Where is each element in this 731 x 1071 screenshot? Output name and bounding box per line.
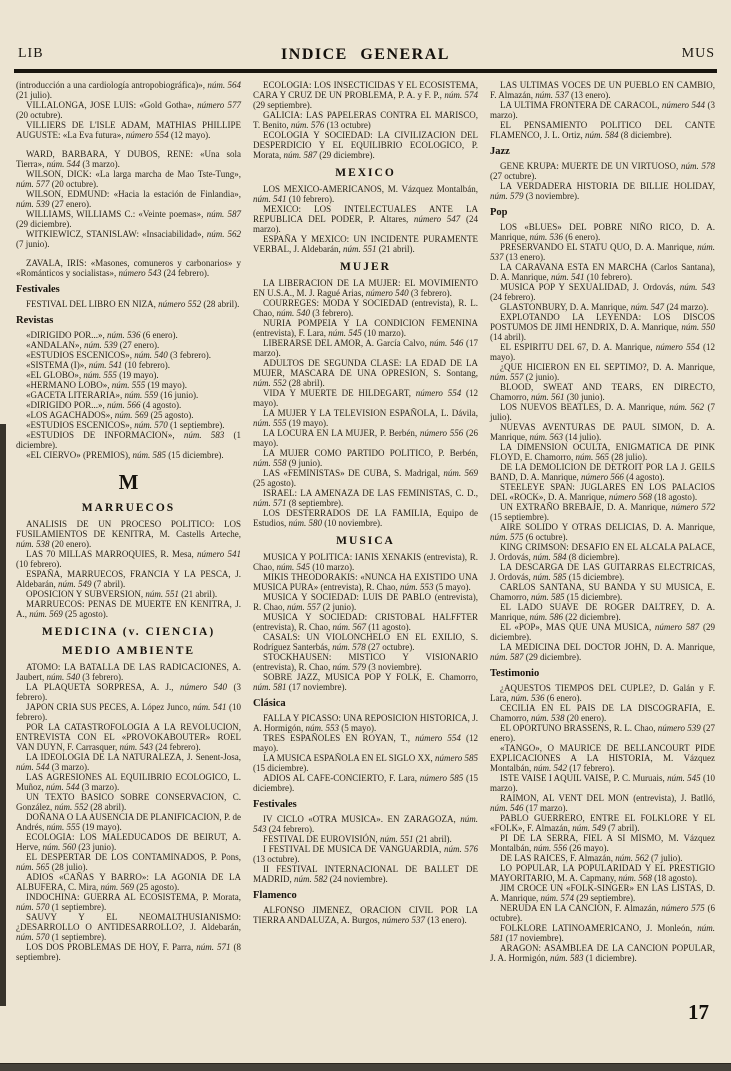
index-entry: RAIMON, AL VENT DEL MON (entrevista), J. Batlló, núm. 546 (17 marzo). bbox=[490, 793, 715, 813]
index-entry: GLASTONBURY, D. A. Manrique, núm. 547 (24 marzo). bbox=[500, 302, 709, 312]
index-entry: ¿QUE HICIERON EN EL SEPTIMO?, D. A. Manrique, núm. 557 (2 junio). bbox=[490, 362, 715, 382]
index-entry: MUSICA POP Y SEXUALIDAD, J. Ordovás, núm. 543 (24 febrero). bbox=[490, 282, 716, 302]
subsection-heading: Revistas bbox=[16, 315, 54, 326]
index-entry: CASALS: UN VIOLONCHELO EN EL EXILIO, S. Rodríguez Santerbás, núm. 578 (27 octubre). bbox=[253, 632, 478, 652]
index-entry: NUEVAS AVENTURAS DE PAUL SIMON, D. A. Manrique, núm. 563 (14 julio). bbox=[490, 422, 715, 442]
section-heading: MEDIO AMBIENTE bbox=[61, 645, 196, 657]
index-entry: NERUDA EN LA CANCION, F. Almazán, número 575 (6 octubre). bbox=[490, 903, 715, 923]
index-entry: EL PENSAMIENTO POLITICO DEL CANTE FLAMENCO, J. L. Ortiz, núm. 584 (8 diciembre). bbox=[490, 120, 715, 140]
column-2 bbox=[253, 80, 478, 963]
index-entry: UN EXTRAÑO BREBAJE, D. A. Manrique, número 572 (15 septiembre). bbox=[490, 502, 715, 522]
section-heading: MUSICA bbox=[336, 535, 395, 547]
index-entry: STOCKHAUSEN: MISTICO Y VISIONARIO (entrevista), R. Chao, núm. 579 (3 noviembre). bbox=[253, 652, 478, 672]
index-entry: LOS MEXICO-AMERICANOS, M. Vázquez Montalbán, núm. 541 (10 febrero). bbox=[253, 184, 478, 204]
index-entry: CECILIA EN EL PAIS DE LA DISCOGRAFIA, E. Chamorro, núm. 538 (20 enero). bbox=[490, 703, 715, 723]
index-entry: JIM CROCE UN «FOLK-SINGER» EN LAS LISTAS, D. A. Manrique, núm. 574 (29 septiembre). bbox=[490, 883, 715, 903]
index-entry: LOS «BLUES» DEL POBRE NIÑO RICO, D. A. Manrique, núm. 536 (6 enero). bbox=[490, 222, 715, 242]
index-entry: COURREGES: MODA Y SOCIEDAD (entrevista), R. L. Chao, núm. 540 (3 febrero). bbox=[253, 298, 478, 318]
index-entry: (introducción a una cardiología antropobiográfica)», núm. 564 (21 julio). bbox=[16, 80, 241, 100]
index-entry: «ESTUDIOS ESCENICOS», núm. 570 (1 septiembre). bbox=[26, 420, 225, 430]
index-entry: DE LA DEMOLICION DE DETROIT POR LA J. GEILS BAND, D. A. Manrique, número 566 (4 agosto). bbox=[490, 462, 715, 482]
subsection-heading: Pop bbox=[490, 207, 508, 218]
index-entry: II FESTIVAL INTERNACIONAL DE BALLET DE MADRID, núm. 582 (24 noviembre). bbox=[253, 864, 478, 884]
index-entry: AIRE SOLIDO Y OTRAS DELICIAS, D. A. Manrique, núm. 575 (6 octubre). bbox=[490, 522, 715, 542]
index-entry: TRES ESPAÑOLES EN ROYAN, T., número 554 (12 mayo). bbox=[253, 733, 478, 753]
index-entry: MARRUECOS: PENAS DE MUERTE EN KENITRA, J. A., núm. 569 (25 agosto). bbox=[16, 599, 241, 619]
section-code-left: LIB bbox=[18, 46, 44, 61]
subsection-heading: Flamenco bbox=[253, 890, 297, 901]
group-spacer bbox=[16, 249, 241, 258]
index-entry: EL OPORTUNO BRASSENS, R. L. Chao, número 539 (27 enero). bbox=[490, 723, 715, 743]
index-entry: CARLOS SANTANA, SU BANDA Y SU MUSICA, E. Chamorro, núm. 585 (15 diciembre). bbox=[490, 582, 715, 602]
section-heading: MUJER bbox=[340, 261, 391, 273]
index-entry: «ANDALAN», núm. 539 (27 enero). bbox=[26, 340, 160, 350]
subsection-heading: Testimonio bbox=[490, 668, 540, 679]
index-entry: EL DESPERTAR DE LOS CONTAMINADOS, P. Pons, núm. 565 (28 julio). bbox=[16, 852, 241, 872]
index-entry: «HERMANO LOBO», núm. 555 (19 mayo). bbox=[26, 380, 188, 390]
index-entry: KING CRIMSON: DESAFIO EN EL ALCALA PALACE, J. Ordovás, núm. 584 (8 diciembre). bbox=[490, 542, 715, 562]
section-heading: MARRUECOS bbox=[81, 502, 176, 514]
index-entry: STEELEYE SPAN: JUGLARES EN LOS PALACIOS DEL «ROCK», D. A. Manrique, número 568 (18 agosto). bbox=[490, 482, 715, 502]
scan-left-edge-artifact bbox=[0, 424, 6, 1006]
index-entry: MUSICA Y SOCIEDAD: CRISTOBAL HALFFTER (entrevista), R. Chao, núm. 567 (11 agosto). bbox=[253, 612, 478, 632]
index-entry: EXPLOTANDO LA LEYENDA: LOS DISCOS POSTUMOS DE JIMI HENDRIX, D. A. Manrique, núm. 550 (14 abril). bbox=[490, 312, 715, 342]
index-entry: ESPAÑA, MARRUECOS, FRANCIA Y LA PESCA, J. Aldebarán, núm. 549 (7 abril). bbox=[16, 569, 241, 589]
index-entry: FESTIVAL DE EUROVISIÓN, núm. 551 (21 abril). bbox=[263, 834, 452, 844]
group-spacer bbox=[16, 140, 241, 149]
index-entry: LAS 70 MILLAS MARROQUIES, R. Mesa, número 541 (10 febrero). bbox=[16, 549, 241, 569]
index-entry: DOÑANA O LA AUSENCIA DE PLANIFICACION, P. de Andrés, núm. 555 (19 mayo). bbox=[16, 812, 241, 832]
index-entry: LA MEDICINA DEL DOCTOR JOHN, D. A. Manrique, núm. 587 (29 diciembre). bbox=[490, 642, 715, 662]
index-entry: LA DESCARGA DE LAS GUITARRAS ELECTRICAS, J. Ordovás, núm. 585 (15 diciembre). bbox=[490, 562, 715, 582]
index-entry: WILSON, DICK: «La larga marcha de Mao Tste-Tung», núm. 577 (20 octubre). bbox=[16, 169, 241, 189]
index-entry: VILLALONGA, JOSE LUIS: «Gold Gotha», número 577 (20 octubre). bbox=[16, 100, 241, 120]
index-entry: PRESERVANDO EL STATU QUO, D. A. Manrique, núm. 537 (13 enero). bbox=[490, 242, 715, 262]
index-entry: LAS «FEMINISTAS» DE CUBA, S. Madrigal, núm. 569 (25 agosto). bbox=[253, 468, 478, 488]
index-entry: LA LIBERACION DE LA MUJER: EL MOVIMIENTO EN U.S.A., M. J. Ragué Arias, número 540 (3 febrero). bbox=[253, 278, 478, 298]
index-entry: LAS AGRESIONES AL EQUILIBRIO ECOLOGICO, L. Muñoz, núm. 544 (3 marzo). bbox=[16, 772, 241, 792]
index-entry: LA MUSICA ESPAÑOLA EN EL SIGLO XX, número 585 (15 diciembre). bbox=[253, 753, 478, 773]
index-entry: ECOLOGIA: LOS INSECTICIDAS Y EL ECOSISTEMA, CARA Y CRUZ DE UN PROBLEMA, P. A. y F. P., núm. 574 (29 septiembre). bbox=[253, 80, 479, 110]
index-entry: LA LOCURA EN LA MUJER, P. Berbén, número 556 (26 mayo). bbox=[253, 428, 479, 448]
index-entry: «SISTEMA (I)», núm. 541 (10 febrero). bbox=[26, 360, 170, 370]
index-entry: «LOS AGACHADOS», núm. 569 (25 agosto). bbox=[26, 410, 194, 420]
index-entry: IV CICLO «OTRA MUSICA». EN ZARAGOZA, núm. 543 (24 febrero). bbox=[253, 814, 478, 834]
page-title: INDICE GENERAL bbox=[281, 46, 450, 63]
index-entry: ISTE VAISE I AQUIL VAISE, P. C. Muruais, núm. 545 (10 marzo). bbox=[490, 773, 715, 793]
index-entry: LO POPULAR, LA POPULARIDAD Y EL PRESTIGIO MAYORITARIO, M. A. Capmany, núm. 568 (18 agosto). bbox=[490, 863, 715, 883]
section-code-right: MUS bbox=[681, 46, 715, 61]
index-entry: ADIOS AL CAFE-CONCIERTO, F. Lara, número 585 (15 diciembre). bbox=[253, 773, 478, 793]
index-entry: «GACETA LITERARIA», núm. 559 (16 junio). bbox=[26, 390, 199, 400]
index-entry: ECOLOGIA: LOS MALEDUCADOS DE BEIRUT, A. Herve, núm. 560 (23 junio). bbox=[16, 832, 241, 852]
index-entry: LOS DOS PROBLEMAS DE HOY, F. Parra, núm. 571 (8 septiembre). bbox=[16, 942, 241, 962]
index-entry: FOLKLORE LATINOAMERICANO, J. Monleón, núm. 581 (17 noviembre). bbox=[490, 923, 715, 943]
subsection-heading: Festivales bbox=[16, 284, 60, 295]
index-entry: ZAVALA, IRIS: «Masones, comuneros y carbonarios» y «Románticos y socialistas», número 543 (24 febrero). bbox=[16, 258, 241, 278]
index-entry: SAUVY Y EL NEOMALTHUSIANISMO: ¿DESARROLLO O ANTIDESARROLLO?, J. Aldebarán, núm. 570 (1 septiembre). bbox=[16, 912, 241, 942]
index-entry: ANALISIS DE UN PROCESO POLITICO: LOS FUSILAMIENTOS DE KENITRA, M. Castells Arteche, núm. 538 (20 enero). bbox=[16, 519, 241, 549]
index-entry: LA ULTIMA FRONTERA DE CARACOL, número 544 (3 marzo). bbox=[490, 100, 715, 120]
index-entry: INDOCHINA: GUERRA AL ECOSISTEMA, P. Morata, núm. 570 (1 septiembre). bbox=[16, 892, 241, 912]
index-entry: ADIOS «CAÑAS Y BARRO»: LA AGONIA DE LA ALBUFERA, C. Mira, núm. 569 (25 agosto). bbox=[16, 872, 241, 892]
letter-divider: M bbox=[118, 470, 139, 494]
index-entry: MEXICO: LOS INTELECTUALES ANTE LA REPUBLICA DEL PODER, P. Altares, número 547 (24 marzo). bbox=[253, 204, 478, 234]
subsection-heading: Jazz bbox=[490, 146, 510, 157]
index-entry: «ESTUDIOS DE INFORMACION», núm. 583 (1 diciembre). bbox=[16, 430, 242, 450]
index-entry: LAS ULTIMAS VOCES DE UN PUEBLO EN CAMBIO, F. Almazán, núm. 537 (13 enero). bbox=[490, 80, 715, 100]
index-entry: ATOMO: LA BATALLA DE LAS RADICACIONES, A. Jaubert, núm. 540 (3 febrero). bbox=[16, 662, 241, 682]
index-entry: «ESTUDIOS ESCENICOS», núm. 540 (3 febrero). bbox=[26, 350, 211, 360]
index-entry: WILLIAMS, WILLIAMS C.: «Veinte poemas», núm. 587 (29 diciembre). bbox=[16, 209, 242, 229]
subsection-heading: Festivales bbox=[253, 799, 297, 810]
index-entry: ALFONSO JIMENEZ, ORACION CIVIL POR LA TIERRA ANDALUZA, A. Burgos, número 537 (13 enero). bbox=[253, 905, 478, 925]
index-entry: DE LAS RAICES, F. Almazán, núm. 562 (7 julio). bbox=[500, 853, 683, 863]
index-entry: «TANGO», O MAURICE DE BELLANCOURT PIDE EXPLICACIONES A LA HISTORIA, M. Vázquez Montalbán, núm. 542 (17 febrero). bbox=[490, 743, 715, 773]
index-entry: I FESTIVAL DE MUSICA DE VANGUARDIA, núm. 576 (13 octubre). bbox=[253, 844, 478, 864]
subsection-heading: Clásica bbox=[253, 698, 286, 709]
index-columns bbox=[0, 73, 731, 963]
index-entry: JAPON CRIA SUS PECES, A. López Junco, núm. 541 (10 febrero). bbox=[16, 702, 242, 722]
index-entry: WARD, BARBARA, Y DUBOS, RENE: «Una sola Tierra», núm. 544 (3 marzo). bbox=[16, 149, 241, 169]
index-entry: MUSICA Y SOCIEDAD: LUIS DE PABLO (entrevista), R. Chao, núm. 557 (2 junio). bbox=[253, 592, 478, 612]
index-entry: ¿AQUESTOS TIEMPOS DEL CUPLE?, D. Galán y F. Lara, núm. 536 (6 enero). bbox=[490, 683, 715, 703]
index-entry: NURIA POMPEIA Y LA CONDICION FEMENINA (entrevista), F. Lara, núm. 545 (10 marzo). bbox=[253, 318, 478, 338]
index-entry: FALLA Y PICASSO: UNA REPOSICION HISTORICA, J. A. Hormigón, núm. 553 (5 mayo). bbox=[253, 713, 478, 733]
index-entry: LA VERDADERA HISTORIA DE BILLIE HOLIDAY, núm. 579 (3 noviembre). bbox=[490, 181, 715, 201]
page-header bbox=[0, 0, 731, 64]
section-heading: MEXICO bbox=[335, 167, 396, 179]
index-entry: ECOLOGIA Y SOCIEDAD: LA CIVILIZACION DEL DESPERDICIO Y EL EQUILIBRIO ECOLOGICO, P. Morata, núm. 587 (29 diciembre). bbox=[253, 130, 478, 160]
index-entry: LA MUJER COMO PARTIDO POLITICO, P. Berbén, núm. 558 (9 junio). bbox=[253, 448, 478, 468]
index-entry: LA PLAQUETA SORPRESA, A. J., número 540 (3 febrero). bbox=[16, 682, 241, 702]
index-entry: LIBERARSE DEL AMOR, A. García Calvo, núm. 546 (17 marzo). bbox=[253, 338, 479, 358]
column-3 bbox=[490, 80, 715, 963]
index-entry: EL ESPIRITU DEL 67, D. A. Manrique, número 554 (12 mayo). bbox=[490, 342, 715, 362]
index-entry: SOBRE JAZZ, MUSICA POP Y FOLK, E. Chamorro, núm. 581 (17 noviembre). bbox=[253, 672, 478, 692]
index-entry: MIKIS THEODORAKIS: «NUNCA HA EXISTIDO UNA MUSICA PURA» (entrevista), R. Chao, núm. 553 (5 mayo). bbox=[253, 572, 478, 592]
scan-bottom-edge-artifact bbox=[0, 1063, 731, 1071]
index-entry: PABLO GUERRERO, ENTRE EL FOLKLORE Y EL «FOLK», F. Almazán, núm. 549 (7 abril). bbox=[490, 813, 715, 833]
index-entry: ISRAEL: LA AMENAZA DE LAS FEMINISTAS, C. D., núm. 571 (8 septiembre). bbox=[253, 488, 478, 508]
index-entry: «DIRIGIDO POR...», núm. 566 (4 agosto). bbox=[26, 400, 182, 410]
index-entry: LA DIMENSION OCULTA, ENIGMATICA DE PINK FLOYD, E. Chamorro, núm. 565 (28 julio). bbox=[490, 442, 715, 462]
index-entry: LA MUJER Y LA TELEVISION ESPAÑOLA, L. Dávila, núm. 555 (19 mayo). bbox=[253, 408, 478, 428]
index-entry: BLOOD, SWEAT AND TEARS, EN DIRECTO, Chamorro, núm. 561 (30 junio). bbox=[490, 382, 715, 402]
index-entry: LA IDEOLOGIA DE LA NATURALEZA, J. Senent-Josa, núm. 544 (3 marzo). bbox=[16, 752, 241, 772]
index-entry: VILLIERS DE L'ISLE ADAM, MATHIAS PHILLIPE AUGUSTE: «La Eva futura», número 554 (12 mayo). bbox=[16, 120, 241, 140]
index-entry: EL «POP», MAS QUE UNA MUSICA, número 587 (29 diciembre). bbox=[490, 622, 715, 642]
index-entry: «EL CIERVO» (PREMIOS), núm. 585 (15 diciembre). bbox=[26, 450, 224, 460]
index-entry: OPOSICION Y SUBVERSION, núm. 551 (21 abril). bbox=[26, 589, 218, 599]
index-entry: MUSICA Y POLITICA: IANIS XENAKIS (entrevista), R. Chao, núm. 545 (10 marzo). bbox=[253, 552, 478, 572]
index-entry: FESTIVAL DEL LIBRO EN NIZA, número 552 (28 abril). bbox=[26, 299, 240, 309]
index-entry: WILSON, EDMUND: «Hacia la estación de Finlandia», núm. 539 (27 enero). bbox=[16, 189, 241, 209]
index-entry: LA CARAVANA ESTA EN MARCHA (Carlos Santana), D. A. Manrique, núm. 541 (10 febrero). bbox=[490, 262, 715, 282]
index-entry: «DIRIGIDO POR...», núm. 536 (6 enero). bbox=[26, 330, 178, 340]
page-number: 17 bbox=[688, 1000, 709, 1024]
index-entry: POR LA CATASTROFOLOGIA A LA REVOLUCION, ENTREVISTA CON EL «PROVOKABOUTER» ROEL VAN DUYN, F. Carrasquer, núm. 543 (24 febrero). bbox=[16, 722, 241, 752]
column-1 bbox=[16, 80, 241, 963]
index-entry: ARAGON: ASAMBLEA DE LA CANCION POPULAR, J. A. Hormigón, núm. 583 (1 diciembre). bbox=[490, 943, 715, 963]
index-entry: ESPAÑA Y MEXICO: UN INCIDENTE PURAMENTE VERBAL, J. Aldebarán, núm. 551 (21 abril). bbox=[253, 234, 478, 254]
index-entry: ADULTOS DE SEGUNDA CLASE: LA EDAD DE LA MUJER, MASCARA DE UNA OPRESION, S. Sontang, núm. 552 (28 abril). bbox=[253, 358, 478, 388]
index-entry: VIDA Y MUERTE DE HILDEGART, número 554 (12 mayo). bbox=[253, 388, 478, 408]
index-entry: «EL GLOBO», núm. 555 (19 mayo). bbox=[26, 370, 159, 380]
index-entry: PI DE LA SERRA, FIEL A SI MISMO, M. Vázquez Montalbán, núm. 556 (26 mayo). bbox=[490, 833, 715, 853]
index-entry: WITKIEWICZ, STANISLAW: «Insaciabilidad», núm. 562 (7 junio). bbox=[16, 229, 241, 249]
index-entry: GENE KRUPA: MUERTE DE UN VIRTUOSO, núm. 578 (27 octubre). bbox=[490, 161, 715, 181]
index-entry: UN TEXTO BASICO SOBRE CONSERVACION, C. González, núm. 552 (28 abril). bbox=[16, 792, 241, 812]
section-heading: MEDICINA (v. CIENCIA) bbox=[41, 626, 216, 638]
index-entry: EL LADO SUAVE DE ROGER DALTREY, D. A. Manrique, núm. 586 (22 diciembre). bbox=[490, 602, 715, 622]
index-entry: LOS NUEVOS BEATLES, D. A. Manrique, núm. 562 (7 julio). bbox=[490, 402, 715, 422]
index-entry: GALICIA: LAS PAPELERAS CONTRA EL MARISCO, T. Benito, núm. 576 (13 octubre) bbox=[253, 110, 478, 130]
index-entry: LOS DESTERRADOS DE LA FAMILIA, Equipo de Estudios, núm. 580 (10 noviembre). bbox=[253, 508, 478, 528]
